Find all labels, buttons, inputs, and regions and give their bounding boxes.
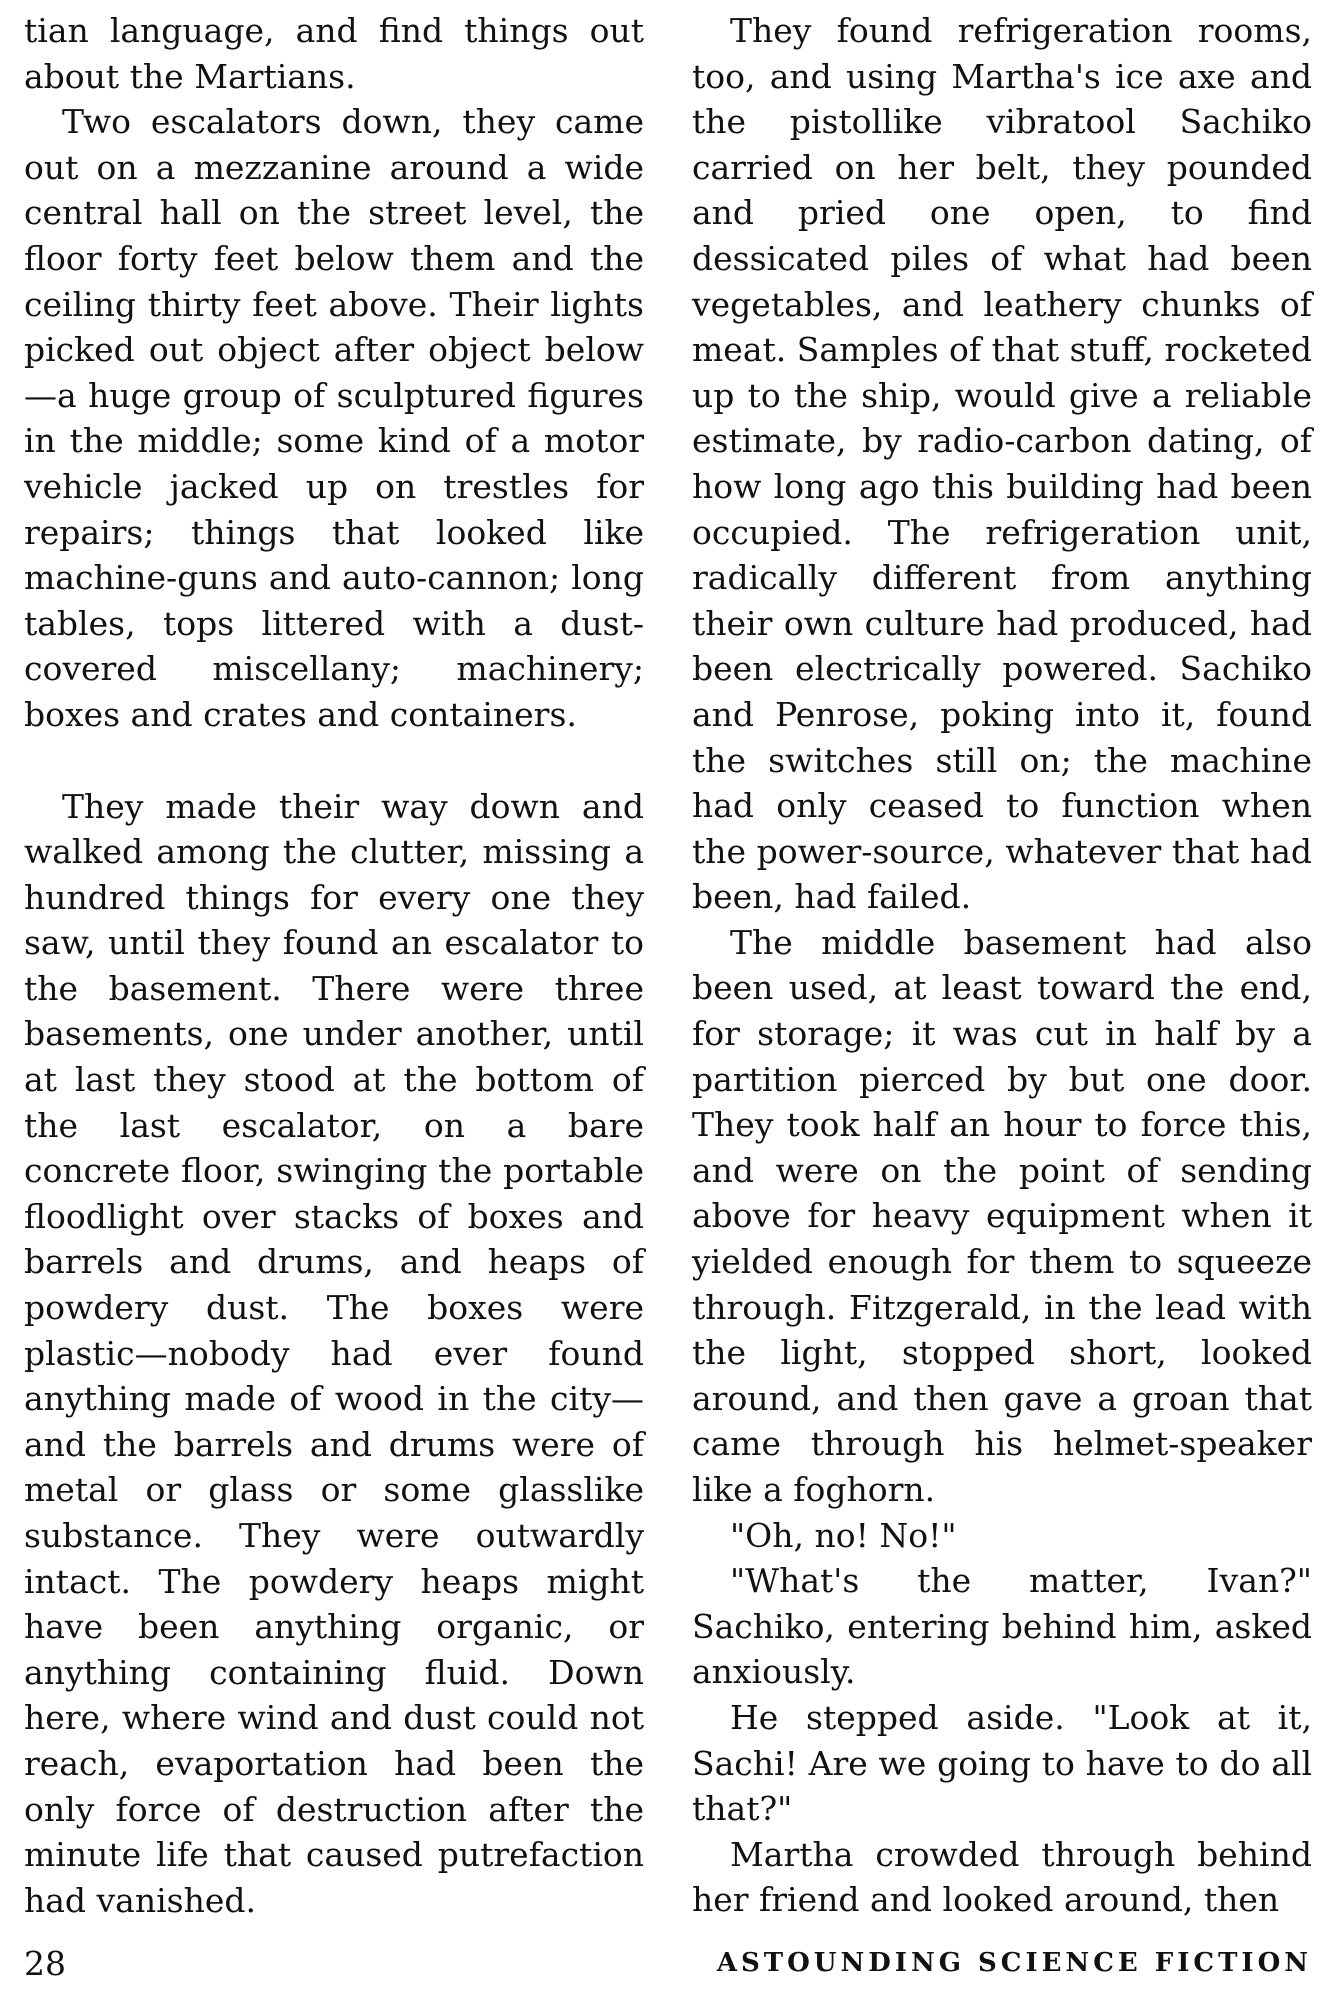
paragraph: "Oh, no! No!" [730, 1515, 957, 1555]
left-column [24, 8, 644, 1923]
paragraph: He stepped aside. "Look at it, Sachi! Are we going to have to do all that?" [692, 1697, 1312, 1829]
paragraph: The middle basement had also been used, at least toward the end, for storage; it was cut in half by a partition pierced by but one door. They took half an hour to force this, and were on the point of sending above for heavy equipment when it yielded enough for them to squeeze through. Fitzgerald, in the lead with the light, stopped short, looked around, and then gave a groan that came through his helmet-speaker like a foghorn. [692, 922, 1312, 1509]
paragraph: tian language, and find things out about the Martians. [24, 11, 644, 96]
page-number: 28 [24, 1944, 66, 1983]
paragraph: Two escalators down, they came out on a mezzanine around a wide central hall on the street level, the floor forty feet below them and the ceiling thirty feet above. Their lights picked out object after object below —a huge group of sculptured figures in the middle; some kind of a motor vehicle jacked up on trestles for repairs; things that looked like machine-guns and auto-cannon; long tables, tops littered with a dust-covered miscellany; machinery; boxes and crates and containers. [24, 102, 644, 734]
right-column [692, 8, 1312, 1923]
page-footer [24, 1944, 1312, 1994]
paragraph: They found refrigeration rooms, too, and using Martha's ice axe and the pistollike vibratool Sachiko carried on her belt, they pounded and pried one open, to find dessicated piles of what had been vegetables, and leathery chunks of meat. Samples of that stuff, rocketed up to the ship, would give a reliable estimate, by radio-carbon dating, of how long ago this building had been occupied. The refrigeration unit, radically different from anything their own culture had produced, had been electrically powered. Sachiko and Penrose, poking into it, found the switches still on; the machine had only ceased to function when the power-source, whatever that had been, had failed. [692, 11, 1312, 917]
paragraph: They made their way down and walked among the clutter, missing a hundred things for every one they saw, until they found an escalator to the basement. There were three basements, one under another, until at last they stood at the bottom of the last escalator, on a bare concrete floor, swinging the portable floodlight over stacks of boxes and barrels and drums, and heaps of powdery dust. The boxes were plastic—nobody had ever found anything made of wood in the city—and the barrels and drums were of metal or glass or some glasslike substance. They were outwardly intact. The powdery heaps might have been anything organic, or anything containing fluid. Down here, where wind and dust could not reach, evaportation had been the only force of destruction after the minute life that caused putrefaction had vanished. [24, 786, 644, 1920]
paragraph: "What's the matter, Ivan?" Sachiko, entering behind him, asked anxiously. [692, 1561, 1312, 1692]
running-footer-title: ASTOUNDING SCIENCE FICTION [716, 1948, 1312, 1978]
paragraph: Martha crowded through behind her friend and looked around, then [692, 1834, 1312, 1920]
